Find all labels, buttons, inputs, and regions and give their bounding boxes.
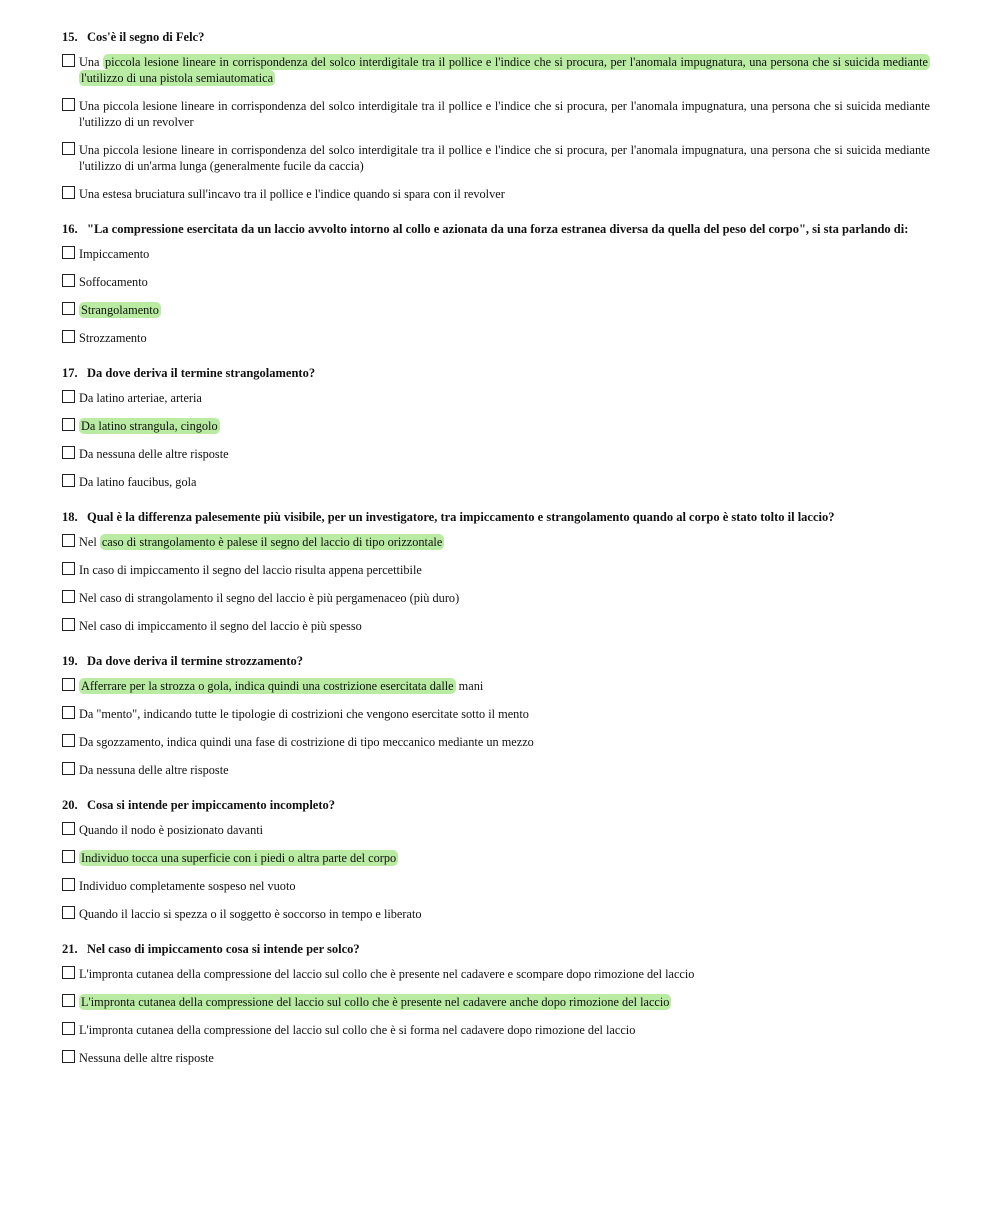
answer-checkbox[interactable] xyxy=(62,906,75,919)
answer-option xyxy=(62,446,930,462)
question-title xyxy=(62,942,930,960)
question-number: 16. xyxy=(62,222,78,236)
quiz-page xyxy=(62,30,930,1086)
answer-checkbox[interactable] xyxy=(62,446,75,459)
answer-checkbox[interactable] xyxy=(62,302,75,315)
answer-checkbox[interactable] xyxy=(62,274,75,287)
answer-text: Nessuna delle altre risposte xyxy=(79,1051,214,1065)
answer-option xyxy=(62,994,930,1010)
answer-option xyxy=(62,98,930,130)
answer-text: In caso di impiccamento il segno del laccio risulta appena percettibile xyxy=(79,563,422,577)
answer-option xyxy=(62,534,930,550)
answer-text: Da latino arteriae, arteria xyxy=(79,391,202,405)
answer-text: Una piccola lesione lineare in corrispondenza del solco interdigitale tra il pollice e l'indice che si procura, per l'anomala impugnatura, una persona che si suicida mediante l'utilizzo di un'arma lunga (generalmente fucile da caccia) xyxy=(79,143,930,173)
question-number: 17. xyxy=(62,366,78,380)
answer-text: Quando il laccio si spezza o il soggetto è soccorso in tempo e liberato xyxy=(79,907,422,921)
highlighted-answer-text: Strangolamento xyxy=(81,303,159,317)
answer-checkbox[interactable] xyxy=(62,734,75,747)
question-text: Da dove deriva il termine strozzamento? xyxy=(87,654,304,668)
answer-checkbox[interactable] xyxy=(62,678,75,691)
answer-option xyxy=(62,878,930,894)
answer-text: Quando il nodo è posizionato davanti xyxy=(79,823,264,837)
answer-option xyxy=(62,762,930,778)
answer-option xyxy=(62,246,930,262)
question-title xyxy=(62,798,930,816)
question-title xyxy=(62,366,930,384)
question-number: 15. xyxy=(62,30,78,44)
answer-checkbox[interactable] xyxy=(62,1022,75,1035)
answer-checkbox[interactable] xyxy=(62,142,75,155)
answer-text: L'impronta cutanea della compressione del laccio sul collo che è presente nel cadavere e scompare dopo rimozione del laccio xyxy=(79,967,695,981)
question-block xyxy=(62,222,930,346)
answer-option xyxy=(62,474,930,490)
answer-checkbox[interactable] xyxy=(62,994,75,1007)
answer-option xyxy=(62,966,930,982)
answer-text: Una piccola lesione lineare in corrispondenza del solco interdigitale tra il pollice e l'indice che si procura, per l'anomala impugnatura, una persona che si suicida mediante l'utilizzo di un revolver xyxy=(79,99,930,129)
answer-checkbox[interactable] xyxy=(62,878,75,891)
question-title xyxy=(62,510,930,528)
answer-text: mani xyxy=(455,679,484,693)
answer-option xyxy=(62,418,930,434)
answer-option xyxy=(62,142,930,174)
answer-text: L'impronta cutanea della compressione del laccio sul collo che è si forma nel cadavere dopo rimozione del laccio xyxy=(79,1023,636,1037)
answer-checkbox[interactable] xyxy=(62,966,75,979)
answer-option xyxy=(62,1022,930,1038)
answer-option xyxy=(62,906,930,922)
answer-text: Nel caso di impiccamento il segno del laccio è più spesso xyxy=(79,619,362,633)
answer-text: Da nessuna delle altre risposte xyxy=(79,763,229,777)
question-text: Cos'è il segno di Felc? xyxy=(87,30,205,44)
answer-checkbox[interactable] xyxy=(62,534,75,547)
answer-option xyxy=(62,822,930,838)
question-number: 20. xyxy=(62,798,78,812)
highlighted-answer-text: Afferrare per la strozza o gola, indica quindi una costrizione esercitata dalle xyxy=(81,679,454,693)
answer-text: Una xyxy=(79,55,104,69)
question-text: Qual è la differenza palesemente più visibile, per un investigatore, tra impiccamento e strangolamento quando al corpo è stato tolto il laccio? xyxy=(87,510,835,524)
answer-checkbox[interactable] xyxy=(62,330,75,343)
answer-option xyxy=(62,618,930,634)
highlighted-answer-text: Individuo tocca una superficie con i piedi o altra parte del corpo xyxy=(81,851,397,865)
answer-option xyxy=(62,850,930,866)
answer-text: Da "mento", indicando tutte le tipologie di costrizioni che vengono esercitate sotto il mento xyxy=(79,707,529,721)
question-number: 21. xyxy=(62,942,78,956)
answer-option xyxy=(62,590,930,606)
answer-option xyxy=(62,678,930,694)
answer-checkbox[interactable] xyxy=(62,418,75,431)
answer-checkbox[interactable] xyxy=(62,390,75,403)
highlighted-answer-text: Da latino strangula, cingolo xyxy=(81,419,218,433)
answer-option xyxy=(62,706,930,722)
question-text: Cosa si intende per impiccamento incompleto? xyxy=(87,798,336,812)
answer-checkbox[interactable] xyxy=(62,618,75,631)
answer-text: Strozzamento xyxy=(79,331,147,345)
question-number: 19. xyxy=(62,654,78,668)
question-block xyxy=(62,30,930,202)
highlighted-answer-text: piccola lesione lineare in corrispondenza del solco interdigitale tra il pollice e l'indice che si procura, per l'anomala impugnatura, una persona che si suicida mediante l'utilizzo di una pistola semiautomatica xyxy=(81,55,928,85)
question-block xyxy=(62,654,930,778)
answer-text: Soffocamento xyxy=(79,275,148,289)
question-block xyxy=(62,942,930,1066)
answer-checkbox[interactable] xyxy=(62,562,75,575)
question-text: Nel caso di impiccamento cosa si intende per solco? xyxy=(87,942,360,956)
answer-text: Nel caso di strangolamento il segno del laccio è più pergamenaceo (più duro) xyxy=(79,591,460,605)
answer-option xyxy=(62,390,930,406)
question-text: Da dove deriva il termine strangolamento? xyxy=(87,366,316,380)
highlighted-answer-text: L'impronta cutanea della compressione del laccio sul collo che è presente nel cadavere anche dopo rimozione del laccio xyxy=(81,995,670,1009)
answer-text: Impiccamento xyxy=(79,247,150,261)
answer-text: Nel xyxy=(79,535,100,549)
answer-checkbox[interactable] xyxy=(62,590,75,603)
question-block xyxy=(62,510,930,634)
highlighted-answer-text: caso di strangolamento è palese il segno del laccio di tipo orizzontale xyxy=(101,535,443,549)
question-title xyxy=(62,222,930,240)
answer-checkbox[interactable] xyxy=(62,54,75,67)
question-number: 18. xyxy=(62,510,78,524)
answer-option xyxy=(62,330,930,346)
answer-text: Da latino faucibus, gola xyxy=(79,475,197,489)
answer-checkbox[interactable] xyxy=(62,1050,75,1063)
answer-option xyxy=(62,274,930,290)
answer-text: Da sgozzamento, indica quindi una fase di costrizione di tipo meccanico mediante un mezzo xyxy=(79,735,534,749)
answer-option xyxy=(62,562,930,578)
answer-option xyxy=(62,1050,930,1066)
answer-option xyxy=(62,302,930,318)
question-block xyxy=(62,798,930,922)
question-title xyxy=(62,30,930,48)
answer-checkbox[interactable] xyxy=(62,762,75,775)
answer-checkbox[interactable] xyxy=(62,474,75,487)
answer-checkbox[interactable] xyxy=(62,706,75,719)
answer-checkbox[interactable] xyxy=(62,850,75,863)
answer-text: Individuo completamente sospeso nel vuoto xyxy=(79,879,296,893)
answer-checkbox[interactable] xyxy=(62,186,75,199)
question-text: "La compressione esercitata da un laccio avvolto intorno al collo e azionata da una forza estranea diversa da quella del peso del corpo", si sta parlando di: xyxy=(87,222,909,236)
answer-option xyxy=(62,734,930,750)
answer-option xyxy=(62,54,930,86)
answer-text: Da nessuna delle altre risposte xyxy=(79,447,229,461)
question-title xyxy=(62,654,930,672)
answer-checkbox[interactable] xyxy=(62,98,75,111)
answer-option xyxy=(62,186,930,202)
answer-checkbox[interactable] xyxy=(62,822,75,835)
answer-checkbox[interactable] xyxy=(62,246,75,259)
question-block xyxy=(62,366,930,490)
answer-text: Una estesa bruciatura sull'incavo tra il pollice e l'indice quando si spara con il revolver xyxy=(79,187,505,201)
